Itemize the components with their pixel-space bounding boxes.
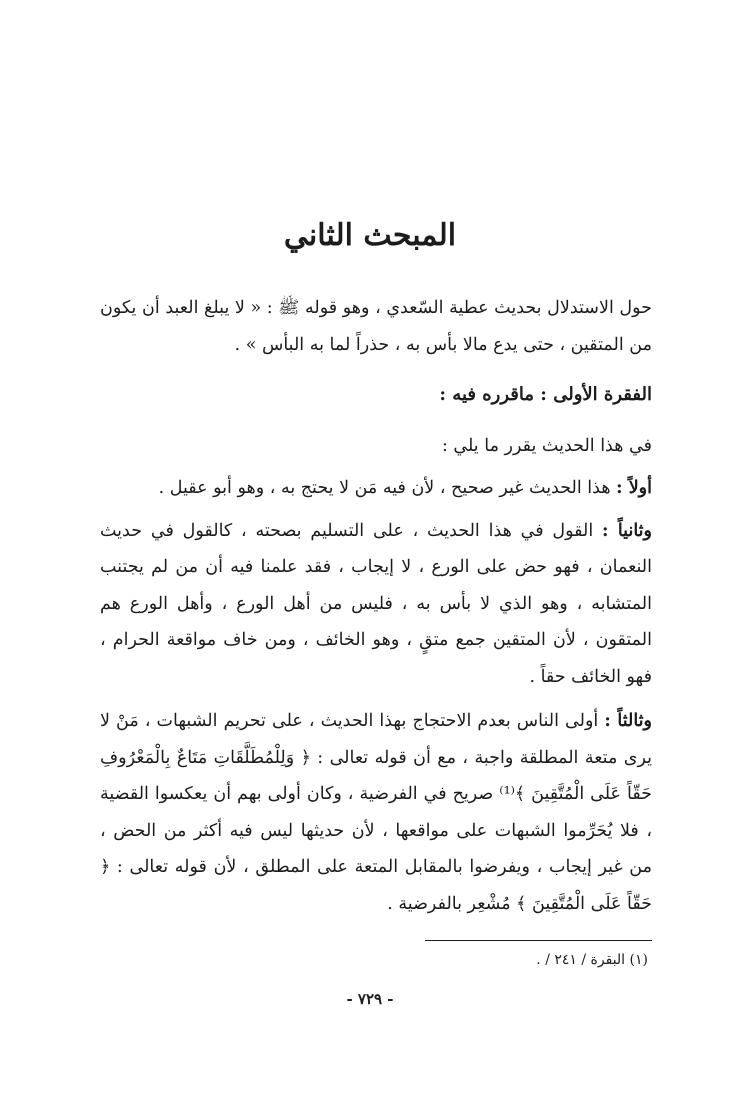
point-second-lead: وثانياً : xyxy=(602,520,652,541)
page-number: - ٧٢٩ - xyxy=(346,990,394,1008)
intro-paragraph: حول الاستدلال بحديث عطية السّعدي ، وهو قوله ﷺ : « لا يبلغ العبد أن يكون من المتقين ، حتى يدع مالا بأس به ، حذراً لما به البأس » . xyxy=(100,298,652,355)
point-third-lead: وثالثاً : xyxy=(604,711,652,731)
page-body xyxy=(100,290,652,922)
point-second-text: القول في هذا الحديث ، على التسليم بصحته ، كالقول في حديث النعمان ، فهو حض على الورع ، لا إيجاب ، فقد علمنا فيه أن من لم يجتنب المتشابه ، وهو الذي لا بأس به ، فليس من أهل الورع ، وأهل الورع هم المتقون ، لأن المتقين جمع متقٍ ، وهو الخائف ، ومن خاف مواقعة الحرام ، فهو الخائف حقاً . xyxy=(100,520,652,687)
point-first xyxy=(100,470,652,507)
point-third-text: أولى الناس بعدم الاحتجاج بهذا الحديث ، على تحريم الشبهات ، مَنْ لا يرى متعة المطلقة واجبة ، مع أن قوله تعالى : ﴿ وَلِلْمُطَلَّقَاتِ مَتَاعٌ بِالْمَعْرُوفِ حَقّاً عَلَى الْمُتَّقِينَ ﴾⁽¹⁾ صريح في الفرضية ، وكان أولى بهم أن يعكسوا القضية ، فلا يُحَرِّموا الشبهات على مواقعها ، لأن حديثها ليس فيه أكثر من الحض ، من غير إيجاب ، ويفرضوا بالمقابل المتعة على المطلق ، لأن قوله تعالى : ﴿ حَقّاً عَلَى الْمُتَّقِينَ ﴾ مُشْعِر بالفرضية . xyxy=(100,711,652,914)
paragraph-heading: الفقرة الأولى : ماقرره فيه : xyxy=(439,384,652,405)
footnote-divider xyxy=(425,940,652,941)
point-second xyxy=(100,513,652,696)
point-third xyxy=(100,703,652,922)
point-first-lead: أولاً : xyxy=(616,478,652,498)
section-title: المبحث الثاني xyxy=(283,218,457,253)
section-intro: في هذا الحديث يقرر ما يلي : xyxy=(441,435,652,456)
point-first-text: هذا الحديث غير صحيح ، لأن فيه مَن لا يحتج به ، وهو أبو عقيل . xyxy=(158,478,617,498)
footnote: (١) البقرة / ٢٤١ / . xyxy=(536,952,648,968)
